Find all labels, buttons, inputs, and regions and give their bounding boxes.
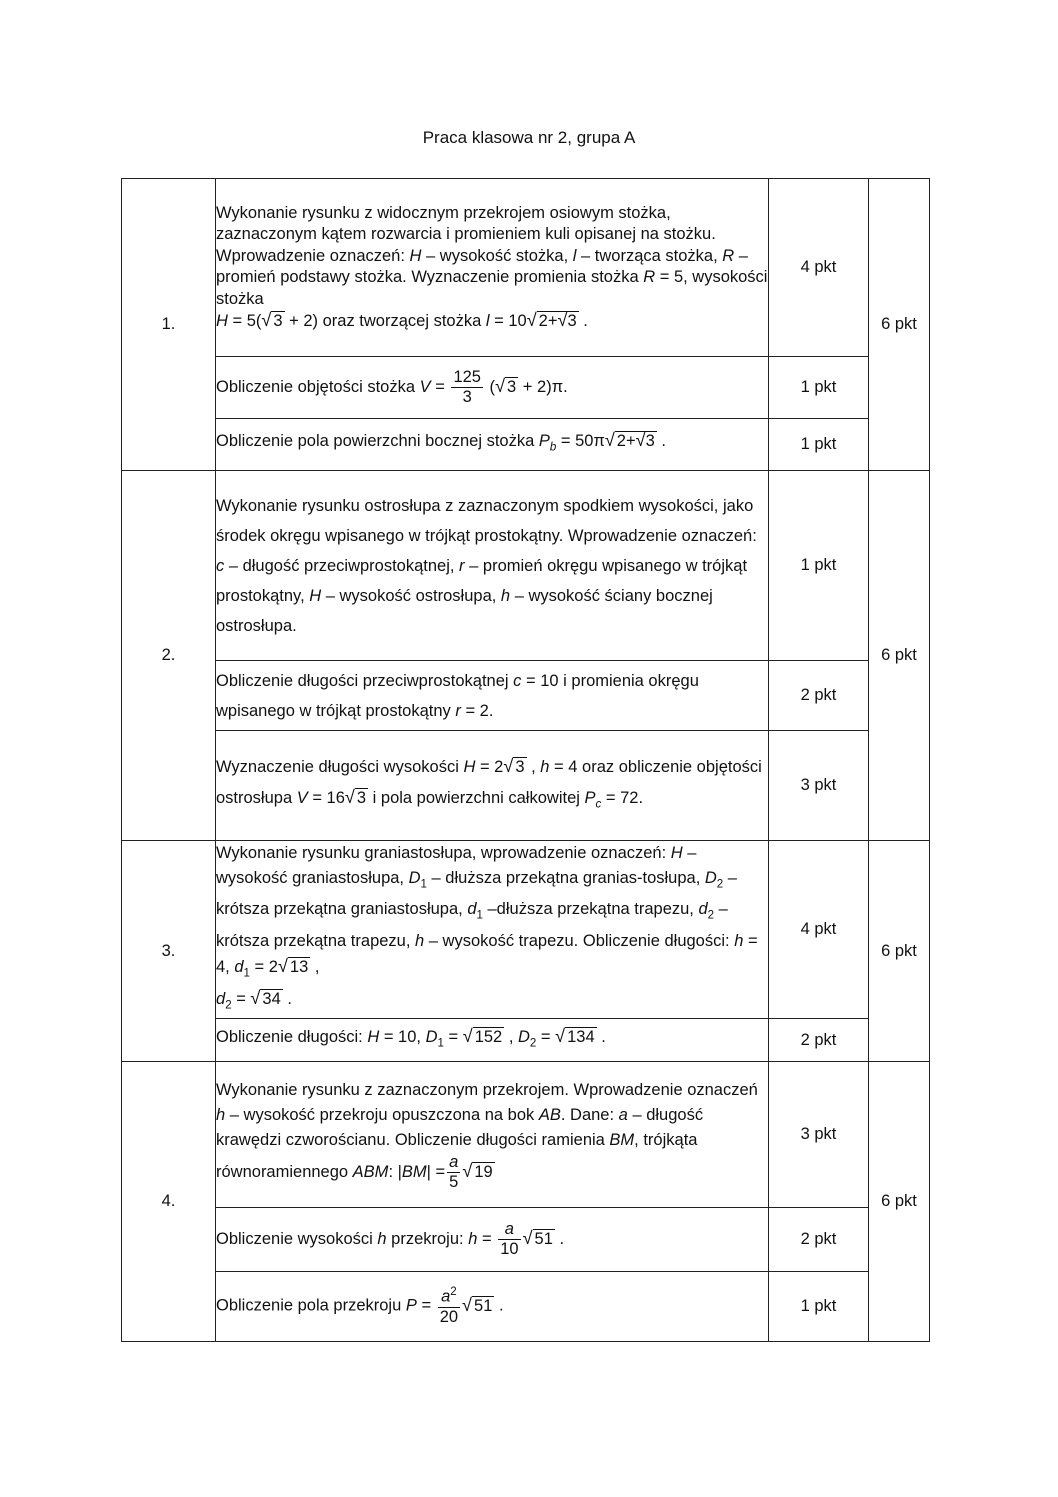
points-cell: 2 pkt [769,661,869,731]
task-criterion: Wykonanie rysunku z widocznym przekrojem osiowym stożka, zaznaczonym kątem rozwarcia i promieniem kuli opisanej na stożku. Wprowadzenie oznaczeń: H – wysokość stożka, l – tworząca stożka, R – promień podstawy stożka. Wyznaczenie promienia stożka R = 5, wysokości stożka H = 5(√ 3 + 2) oraz tworzącej stożka l = 10√ 2+√3 . [216,179,769,357]
points-cell: 1 pkt [769,471,869,661]
task-number: 4. [122,1062,216,1342]
sqrt-expression: √ 3 [261,310,283,330]
table-row [122,1062,930,1208]
sqrt-expression: √ 134 [555,1025,595,1046]
points-cell: 1 pkt [769,357,869,419]
sqrt-expression: √ 19 [462,1160,493,1181]
total-points: 6 pkt [869,179,930,471]
fraction: $\frac{125}{3}$ [453,368,481,406]
grading-table [121,178,930,1342]
sqrt-expression: √ 3 [503,756,525,777]
task-criterion: Obliczenie pola przekroju P = $\frac{a^2}{20}$ √ 51 . [216,1272,769,1342]
task-number: 3. [122,841,216,1062]
points-cell: 1 pkt [769,419,869,471]
table-row [122,357,930,419]
points-cell: 3 pkt [769,731,869,841]
task-criterion: Obliczenie pola powierzchni bocznej stożka $P_b = 50\pi√$ 2+√3 . [216,419,769,471]
table-row [122,419,930,471]
sqrt-expression: √ 3 [344,787,367,808]
table-row [122,661,930,731]
sqrt-expression: √ 51 [522,1228,553,1249]
points-cell: 4 pkt [769,841,869,1019]
points-cell: 2 pkt [769,1208,869,1272]
points-cell: 4 pkt [769,179,869,357]
task-number: 1. [122,179,216,471]
task-criterion: Wykonanie rysunku z zaznaczonym przekrojem. Wprowadzenie oznaczeń h – wysokość przekroju opuszczona na bok AB. Dane: a – długość krawędzi czworościanu. Obliczenie długości ramienia BM, trójkąta równoramiennego ABM: |BM| = $\frac{a}{5}$ √ 19 [216,1062,769,1208]
sqrt-expression: √ 2+√3 [604,430,655,451]
task-criterion: Wykonanie rysunku ostrosłupa z zaznaczonym spodkiem wysokości, jako środek okręgu wpisanego w trójkąt prostokątny. Wprowadzenie oznaczeń: c – długość przeciwprostokątnej, r – promień okręgu wpisanego w trójkąt prostokątny, H – wysokość ostrosłupa, h – wysokość ściany bocznej ostrosłupa. [216,471,769,661]
sqrt-expression: √ 34 [250,987,281,1008]
total-points: 6 pkt [869,471,930,841]
fraction: $\frac{a^2}{20}$ [439,1286,459,1326]
document-title: Praca klasowa nr 2, grupa A [422,128,636,147]
sqrt-expression: √ 152 [462,1025,503,1046]
table-row [122,731,930,841]
task-criterion: Obliczenie wysokości h przekroju: h = $\frac{a}{10}$ √ 51 . [216,1208,769,1272]
table-row [122,179,930,357]
task-criterion: Obliczenie długości przeciwprostokątnej c = 10 i promienia okręgu wpisanego w trójkąt prostokątny r = 2. [216,661,769,731]
table-row [122,841,930,1019]
task-criterion: Wyznaczenie długości wysokości H = 2√ 3 , h = 4 oraz obliczenie objętości ostrosłupa V = 16√ 3 i pola powierzchni całkowitej $P_c = 72$. [216,731,769,841]
points-cell: 1 pkt [769,1272,869,1342]
task-criterion: Wykonanie rysunku graniastosłupa, wprowadzenie oznaczeń: H – wysokość graniastosłupa, $D_1$ – dłuższa przekątna granias-tosłupa, $D_2$ – krótsza przekątna graniastosłupa, $d_1$ –dłuższa przekątna trapezu, $d_2$ – krótsza przekątna trapezu, h – wysokość trapezu. Obliczenie długości: h = 4, $d_1 = 2√$ 13 , $d_2$ = √ 34 . [216,841,769,1019]
fraction: $\frac{a}{5}$ [449,1152,459,1191]
table-row [122,1208,930,1272]
sqrt-expression: √ 3 [495,375,517,396]
points-cell: 3 pkt [769,1062,869,1208]
total-points: 6 pkt [869,1062,930,1342]
total-points: 6 pkt [869,841,930,1062]
task-number: 2. [122,471,216,841]
table-row [122,471,930,661]
table-row [122,1272,930,1342]
sqrt-expression: √ 2+√3 [526,310,577,330]
task-criterion: Obliczenie objętości stożka V = $\frac{125}{3}$ (√ 3 + 2)π. [216,357,769,419]
table-row [122,1019,930,1062]
sqrt-expression: √ 13 [277,955,309,976]
task-criterion: Obliczenie długości: H = 10, $D_1$ = √ 152 , $D_2$ = √ 134 . [216,1019,769,1062]
fraction: $\frac{a}{10}$ [500,1220,519,1259]
points-cell: 2 pkt [769,1019,869,1062]
sqrt-expression: √ 51 [462,1295,493,1316]
